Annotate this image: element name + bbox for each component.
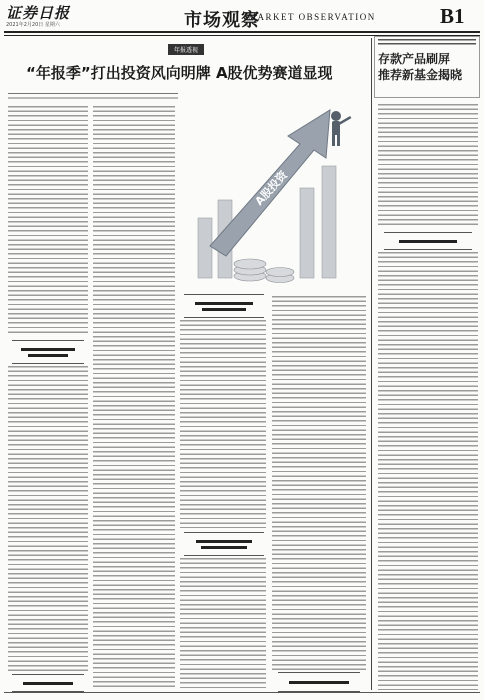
body-text-column (180, 320, 266, 528)
body-text-column (93, 106, 175, 690)
sidebar-divider (371, 38, 372, 690)
body-text-column (180, 558, 266, 690)
subhead (384, 232, 472, 250)
sidebar-text (378, 104, 478, 228)
header-rule (4, 31, 480, 33)
article-byline (8, 93, 178, 102)
section-title-english: MARKET OBSERVATION (248, 12, 376, 22)
issue-date: 2021年2月20日 星期六 (6, 22, 60, 28)
page-number: B1 (440, 4, 465, 28)
subhead (184, 532, 264, 556)
body-text-column (8, 366, 88, 672)
sidebar-kicker (378, 39, 476, 45)
subhead (12, 674, 84, 692)
body-text-column (272, 296, 366, 670)
newspaper-logo: 证券日报 (6, 4, 71, 22)
footer-rule (4, 692, 480, 693)
sidebar-headline: 存款产品刷屏 (378, 52, 451, 66)
subhead (278, 672, 360, 692)
subhead (184, 294, 264, 318)
subhead (12, 340, 84, 364)
investment-illustration (180, 96, 368, 292)
sidebar-headline-second-line: 推荐新基金揭晓 (378, 68, 463, 82)
column-tag: 年报透视 (168, 44, 204, 55)
body-text-column (8, 106, 88, 336)
article-headline: “年报季”打出投资风向明牌 A股优势赛道显现 (26, 64, 333, 82)
graphic-label: A股投资 (252, 168, 291, 209)
section-title: 市场观察 (184, 10, 260, 31)
sidebar-text (378, 252, 478, 690)
